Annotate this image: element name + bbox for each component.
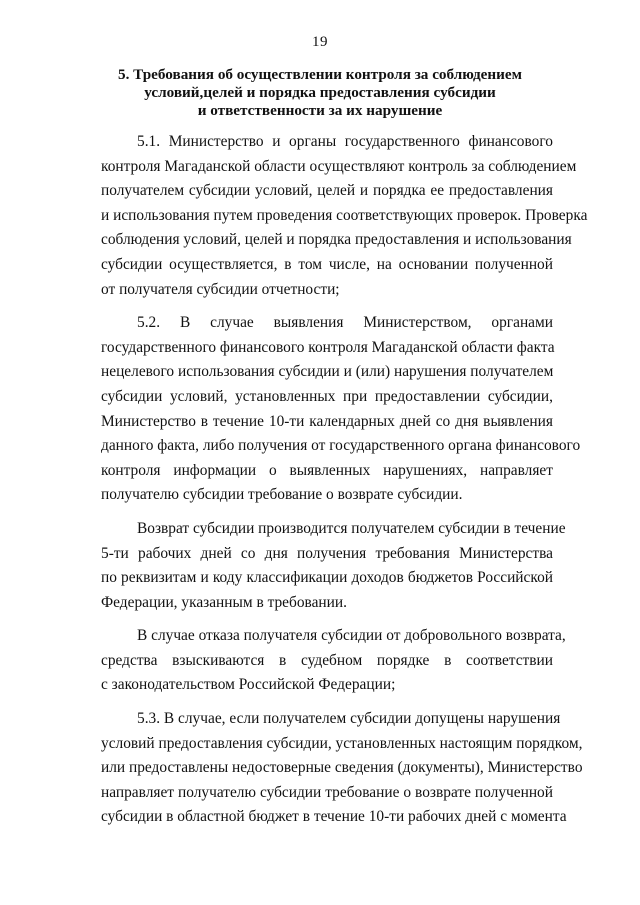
text-line: по реквизитам и коду классификации доходов бюджетов Российской: [101, 569, 553, 587]
text-line: контроля Магаданской области осуществляют контроль за соблюдением: [101, 157, 577, 175]
text-line: с законодательством Российской Федерации;: [101, 676, 396, 694]
text-line: субсидии в областной бюджет в течение 10-ти рабочих дней с момента: [101, 808, 567, 826]
text-line: 5.1. Министерство и органы государственного финансового: [137, 133, 553, 150]
text-line: 5.3. В случае, если получателем субсидии допущены нарушения: [137, 710, 561, 728]
text-line: контроля информации о выявленных нарушениях, направляет: [101, 461, 553, 479]
document-body: [101, 130, 588, 830]
text-line: 5-ти рабочих дней со дня получения требования Министерства: [101, 544, 553, 562]
text-line: или предоставлены недостоверные сведения (документы), Министерство: [101, 759, 583, 777]
paragraph-refund: [101, 517, 566, 615]
text-line: Федерации, указанным в требовании.: [101, 593, 347, 611]
paragraph-refusal: [101, 624, 566, 698]
section-heading-line: 5. Требования об осуществлении контроля за соблюдением: [117, 66, 523, 83]
section-heading: [0, 66, 640, 120]
text-line: получателю субсидии требование о возврате субсидии.: [101, 486, 463, 504]
text-line: Министерство в течение 10-ти календарных дней со дня выявления: [101, 412, 553, 430]
page-number: 19: [312, 34, 328, 50]
paragraph-5-3: [101, 707, 583, 830]
text-line: и использования путем проведения соответствующих проверок. Проверка: [101, 206, 588, 224]
text-line: данного факта, либо получения от государственного органа финансового: [101, 437, 581, 455]
section-heading-line: условий,целей и порядка предоставления субсидии: [144, 84, 496, 101]
paragraph-5-1: [101, 130, 588, 302]
text-line: условий предоставления субсидии, установленных настоящим порядком,: [101, 734, 583, 752]
section-heading-line: и ответственности за их нарушение: [197, 102, 443, 119]
text-line: средства взыскиваются в судебном порядке в соответствии: [101, 651, 553, 669]
text-line: субсидии условий, установленных при предоставлении субсидии,: [101, 387, 553, 405]
text-line: В случае отказа получателя субсидии от добровольного возврата,: [137, 627, 566, 645]
text-line: государственного финансового контроля Магаданской области факта: [101, 338, 555, 356]
text-line: направляет получателю субсидии требование о возврате полученной: [101, 783, 553, 801]
paragraph-5-2: [101, 311, 581, 508]
text-line: Возврат субсидии производится получателем субсидии в течение: [137, 519, 566, 537]
text-line: 5.2. В случае выявления Министерством, органами: [137, 314, 553, 332]
text-line: получателем субсидии условий, целей и порядка ее предоставления: [101, 182, 553, 200]
text-line: субсидии осуществляется, в том числе, на основании полученной: [101, 255, 553, 273]
text-line: соблюдения условий, целей и порядка предоставления и использования: [101, 231, 572, 249]
text-line: нецелевого использования субсидии и (или) нарушения получателем: [101, 363, 554, 381]
text-line: от получателя субсидии отчетности;: [101, 280, 340, 298]
